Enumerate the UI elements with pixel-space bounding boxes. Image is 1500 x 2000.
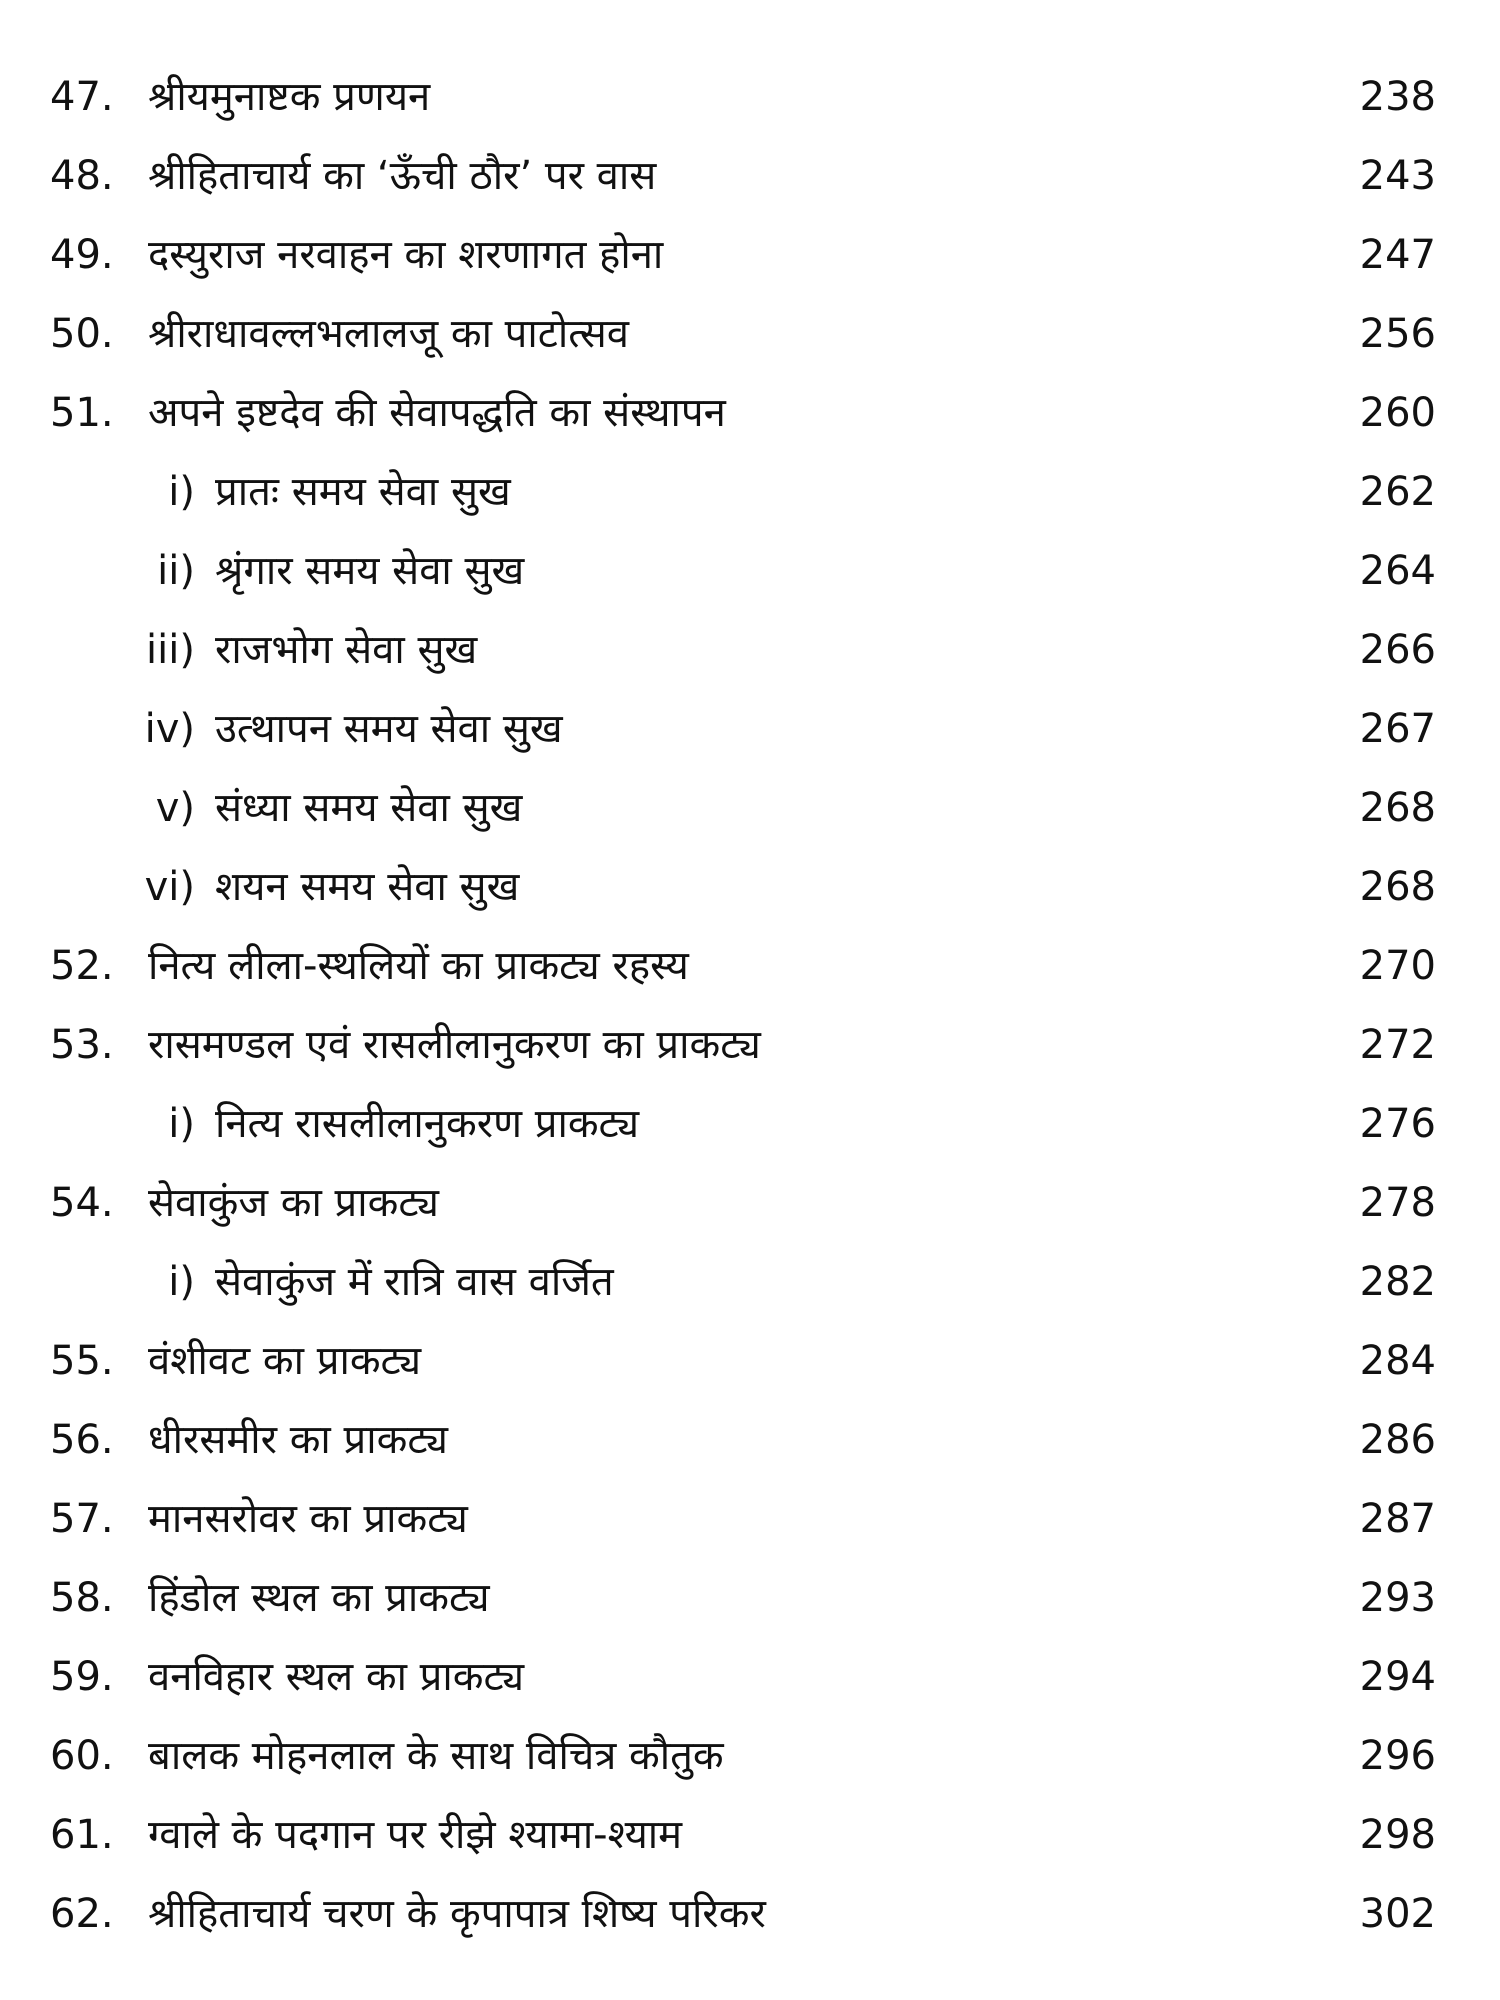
entry-title: नित्य लीला-स्थलियों का प्राकट्य रहस्य (148, 943, 689, 989)
toc-entry (0, 1559, 1500, 1638)
entry-title: श्रीयमुनाष्टक प्रणयन (148, 74, 431, 120)
entry-number: 56. (50, 1417, 114, 1463)
subentry-page: 276 (1359, 1101, 1436, 1147)
toc-entry (0, 927, 1500, 1006)
subentry-title: प्रातः समय सेवा सुख (215, 469, 511, 515)
entry-page: 286 (1359, 1417, 1436, 1463)
subentry-title: संध्या समय सेवा सुख (215, 785, 523, 831)
toc-subentry (0, 1085, 1500, 1164)
entry-number: 53. (50, 1022, 114, 1068)
entry-title: श्रीराधावल्लभलालजू का पाटोत्सव (148, 311, 629, 357)
subentry-title: शयन समय सेवा सुख (215, 864, 520, 910)
entry-number: 49. (50, 232, 114, 278)
entry-title: धीरसमीर का प्राकट्य (148, 1417, 448, 1463)
subentry-number: v) (155, 785, 195, 831)
entry-number: 54. (50, 1180, 114, 1226)
entry-number: 58. (50, 1575, 114, 1621)
entry-page: 287 (1359, 1496, 1436, 1542)
toc-entry (0, 1480, 1500, 1559)
subentry-page: 268 (1359, 785, 1436, 831)
entry-number: 55. (50, 1338, 114, 1384)
entry-title: श्रीहिताचार्य का ‘ऊँची ठौर’ पर वास (148, 153, 657, 199)
entry-number: 48. (50, 153, 114, 199)
toc-entry (0, 1401, 1500, 1480)
subentry-title: श्रृंगार समय सेवा सुख (215, 548, 525, 594)
toc-entry (0, 58, 1500, 137)
subentry-page: 268 (1359, 864, 1436, 910)
subentry-number: vi) (144, 864, 195, 910)
toc-subentry (0, 453, 1500, 532)
toc-entry (0, 216, 1500, 295)
toc-subentry (0, 611, 1500, 690)
entry-number: 62. (50, 1891, 114, 1937)
subentry-number: i) (168, 1101, 195, 1147)
toc-entry (0, 1006, 1500, 1085)
entry-title: सेवाकुंज का प्राकट्य (148, 1180, 439, 1226)
entry-page: 272 (1359, 1022, 1436, 1068)
subentry-number: i) (168, 1259, 195, 1305)
toc-subentry (0, 769, 1500, 848)
subentry-title: सेवाकुंज में रात्रि वास वर्जित (215, 1259, 614, 1305)
entry-page: 284 (1359, 1338, 1436, 1384)
entry-number: 61. (50, 1812, 114, 1858)
toc-entry (0, 1717, 1500, 1796)
entry-title: श्रीहिताचार्य चरण के कृपापात्र शिष्य परिकर (148, 1891, 766, 1937)
subentry-page: 282 (1359, 1259, 1436, 1305)
entry-page: 247 (1359, 232, 1436, 278)
entry-page: 296 (1359, 1733, 1436, 1779)
entry-number: 57. (50, 1496, 114, 1542)
entry-number: 52. (50, 943, 114, 989)
entry-number: 50. (50, 311, 114, 357)
entry-page: 270 (1359, 943, 1436, 989)
toc-subentry (0, 1243, 1500, 1322)
toc-entry (0, 1322, 1500, 1401)
entry-page: 238 (1359, 74, 1436, 120)
entry-page: 243 (1359, 153, 1436, 199)
subentry-page: 266 (1359, 627, 1436, 673)
entry-title: अपने इष्टदेव की सेवापद्धति का संस्थापन (148, 390, 726, 436)
subentry-title: राजभोग सेवा सुख (215, 627, 478, 673)
toc-subentry (0, 532, 1500, 611)
toc-entry (0, 374, 1500, 453)
entry-title: दस्युराज नरवाहन का शरणागत होना (148, 232, 664, 278)
entry-page: 302 (1359, 1891, 1436, 1937)
entry-title: मानसरोवर का प्राकट्य (148, 1496, 468, 1542)
entry-number: 59. (50, 1654, 114, 1700)
entry-page: 293 (1359, 1575, 1436, 1621)
subentry-title: नित्य रासलीलानुकरण प्राकट्य (215, 1101, 640, 1147)
table-of-contents (0, 58, 1500, 1954)
toc-subentry (0, 690, 1500, 769)
entry-page: 260 (1359, 390, 1436, 436)
subentry-number: ii) (157, 548, 195, 594)
toc-entry (0, 1796, 1500, 1875)
entry-number: 47. (50, 74, 114, 120)
subentry-number: iii) (146, 627, 195, 673)
entry-page: 298 (1359, 1812, 1436, 1858)
toc-entry (0, 1875, 1500, 1954)
toc-entry (0, 1638, 1500, 1717)
entry-title: वंशीवट का प्राकट्य (148, 1338, 422, 1384)
subentry-page: 264 (1359, 548, 1436, 594)
entry-page: 278 (1359, 1180, 1436, 1226)
toc-entry (0, 137, 1500, 216)
entry-title: ग्वाले के पदगान पर रीझे श्यामा-श्याम (148, 1812, 683, 1858)
toc-subentry (0, 848, 1500, 927)
subentry-page: 267 (1359, 706, 1436, 752)
subentry-number: iv) (144, 706, 195, 752)
entry-number: 51. (50, 390, 114, 436)
toc-entry (0, 1164, 1500, 1243)
entry-page: 256 (1359, 311, 1436, 357)
entry-page: 294 (1359, 1654, 1436, 1700)
subentry-number: i) (168, 469, 195, 515)
toc-entry (0, 295, 1500, 374)
subentry-title: उत्थापन समय सेवा सुख (215, 706, 563, 752)
entry-title: हिंडोल स्थल का प्राकट्य (148, 1575, 490, 1621)
entry-number: 60. (50, 1733, 114, 1779)
entry-title: रासमण्डल एवं रासलीलानुकरण का प्राकट्य (148, 1022, 761, 1068)
entry-title: बालक मोहनलाल के साथ विचित्र कौतुक (148, 1733, 724, 1779)
subentry-page: 262 (1359, 469, 1436, 515)
entry-title: वनविहार स्थल का प्राकट्य (148, 1654, 525, 1700)
